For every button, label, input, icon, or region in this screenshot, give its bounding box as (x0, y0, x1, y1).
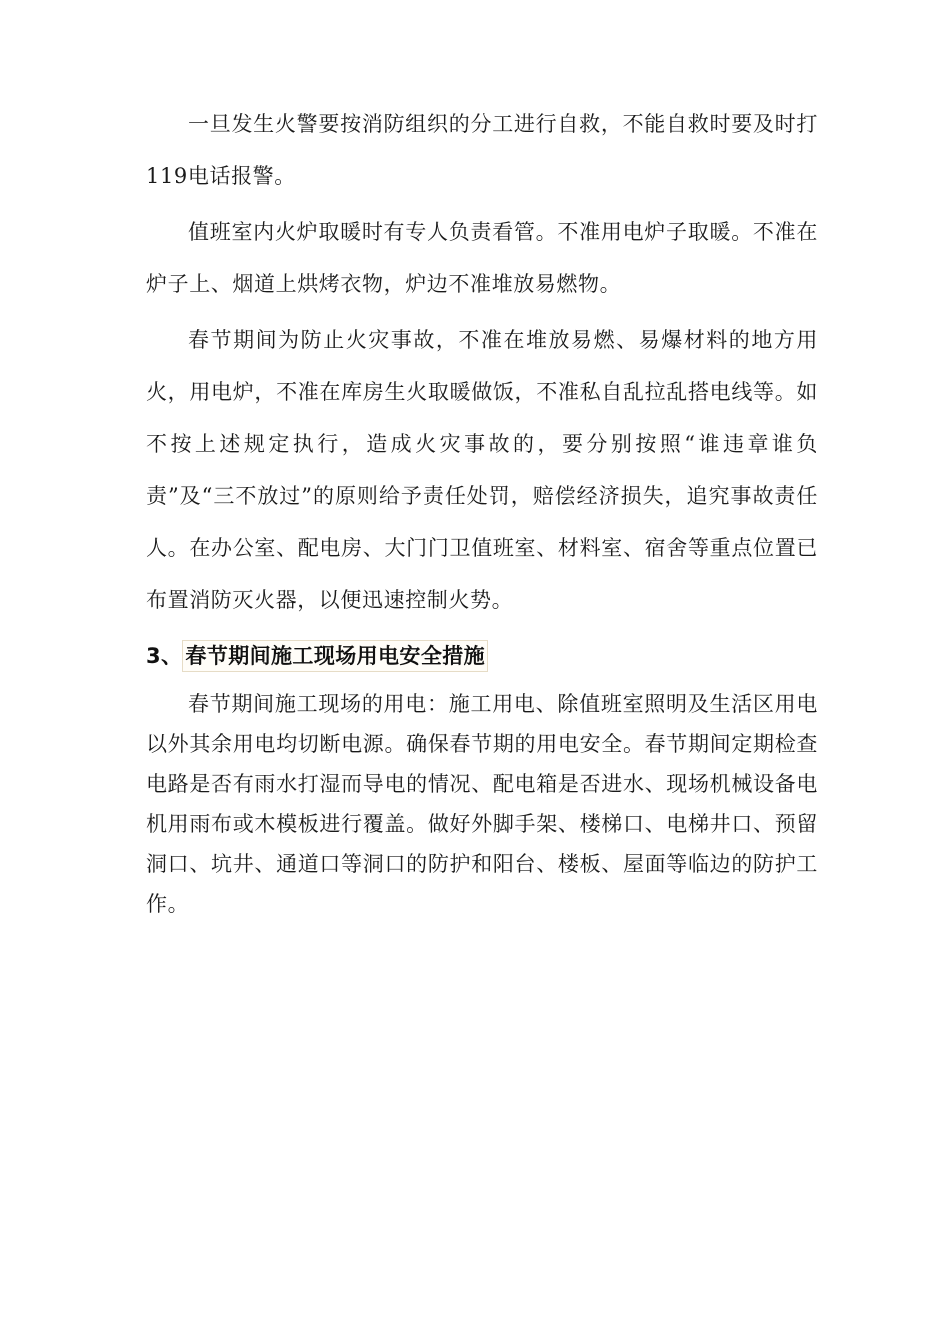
paragraph-fire-prevention: 春节期间为防止火灾事故，不准在堆放易燃、易爆材料的地方用火，用电炉，不准在库房生火取暖做饭，不准私自乱拉乱搭电线等。如不按上述规定执行，造成火灾事故的，要分别按照“谁违章谁负责”及“三不放过”的原则给予责任处罚，赔偿经济损失，追究事故责任人。在办公室、配电房、大门门卫值班室、材料室、宿舍等重点位置已布置消防灭火器，以便迅速控制火势。 (146, 328, 818, 612)
section-number: 3、 (146, 644, 183, 668)
paragraph-duty-room-heating: 值班室内火炉取暖时有专人负责看管。不准用电炉子取暖。不准在炉子上、烟道上烘烤衣物，炉边不准堆放易燃物。 (146, 220, 818, 296)
section-heading (146, 636, 818, 676)
paragraph-fire-alarm: 一旦发生火警要按消防组织的分工进行自救，不能自救时要及时打119电话报警。 (146, 112, 818, 188)
document-body (146, 98, 818, 924)
section-title: 春节期间施工现场用电安全措施 (182, 640, 488, 672)
paragraph-electrical-safety: 春节期间施工现场的用电：施工用电、除值班室照明及生活区用电以外其余用电均切断电源。确保春节期的用电安全。春节期间定期检查电路是否有雨水打湿而导电的情况、配电箱是否进水、现场机械设备电机用雨布或木模板进行覆盖。做好外脚手架、楼梯口、电梯井口、预留洞口、坑井、通道口等洞口的防护和阳台、楼板、屋面等临边的防护工作。 (146, 692, 818, 916)
